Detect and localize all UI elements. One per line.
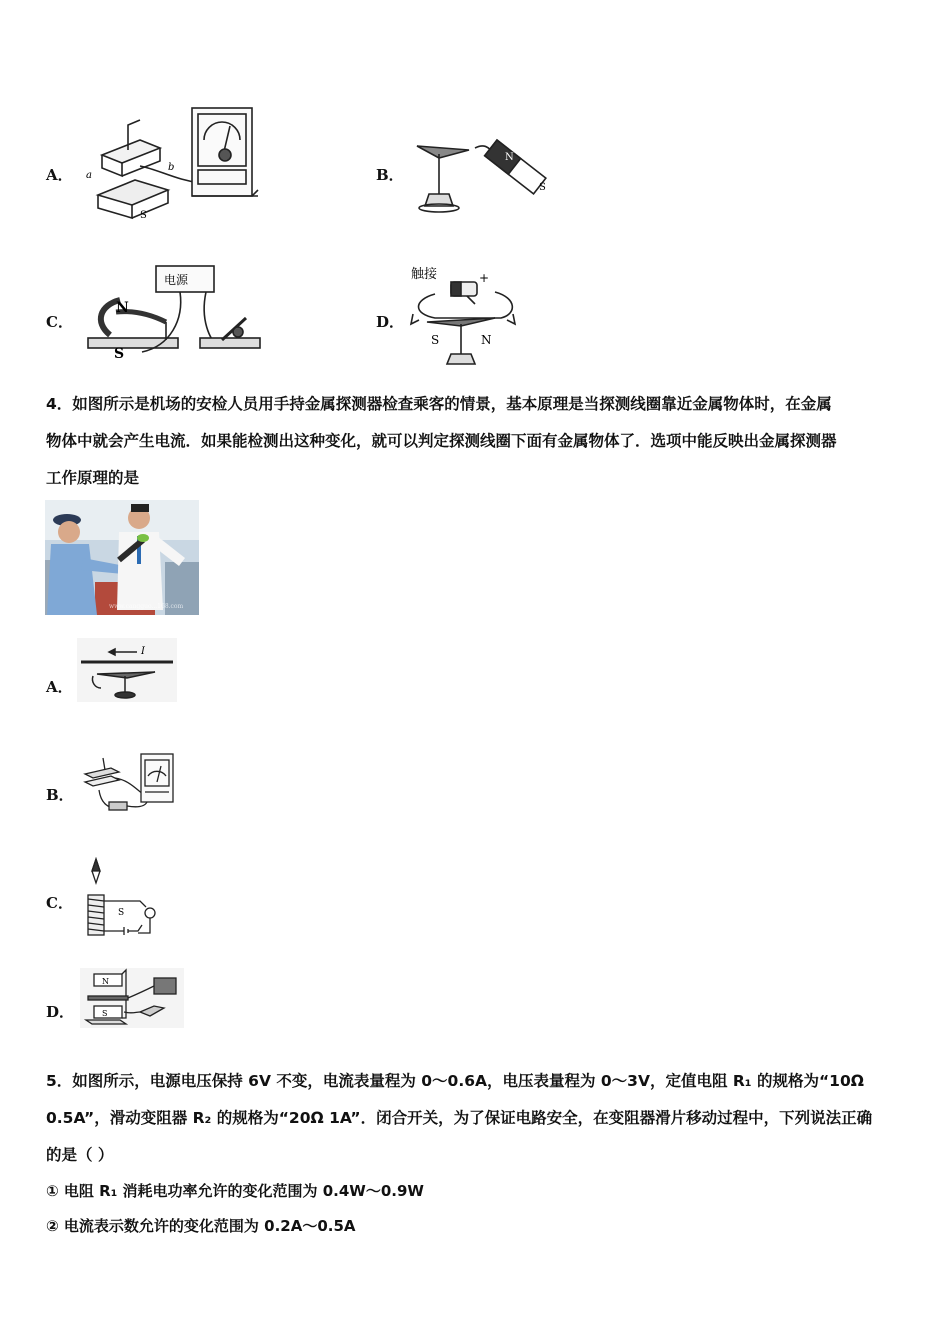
- q3-option-b-figure: [405, 128, 565, 218]
- q4-a-current-label: I: [141, 646, 145, 657]
- q3-option-d-label: D．: [376, 313, 405, 331]
- q3-b-s-label: S: [539, 182, 546, 193]
- q4-option-a-figure: [77, 638, 177, 702]
- q3-a-s-label: S: [140, 210, 147, 220]
- q5-statement-1: ① 电阻 R₁ 消耗电功率允许的变化范围为 0.4W～0.9W: [46, 1182, 424, 1200]
- q5-line-1: 5．如图所示，电源电压保持 6V 不变，电流表量程为 0～0.6A，电压表量程为 0～3V，定值电阻 R₁ 的规格为“10Ω: [46, 1072, 864, 1090]
- q4-d-s-label: S: [102, 1009, 108, 1018]
- svg-text:+: +: [479, 271, 490, 285]
- q3-option-c-label: C．: [46, 313, 73, 331]
- q4-option-b-label: B．: [46, 786, 74, 804]
- q4-option-b-figure: [79, 750, 175, 814]
- q4-stem: [46, 386, 906, 497]
- svg-text:www.cangguo...168.com: www.cangguo...168.com: [109, 603, 184, 610]
- q4-c-s-label: S: [118, 908, 125, 918]
- q5-stem: [46, 1063, 906, 1174]
- q3-d-s-label: S: [431, 333, 440, 347]
- q4-line-1: 4．如图所示是机场的安检人员用手持金属探测器检查乘客的情景，基本原理是当探测线圈靠近金属物体时，在金属: [46, 395, 832, 413]
- q4-d-n-label: N: [102, 977, 109, 986]
- q3-d-n-label: N: [481, 333, 492, 347]
- q3-option-d-figure: [405, 262, 525, 372]
- q4-line-2: 物体中就会产生电流．如果能检测出这种变化，就可以判定探测线圈下面有金属物体了．选项中能反映出金属探测器: [46, 432, 837, 450]
- q5-line-3: 的是（ ）: [46, 1146, 114, 1164]
- q3-a-a-label: a: [86, 170, 92, 181]
- q3-a-b-label: b: [168, 162, 175, 173]
- q3-option-b-label: B．: [376, 166, 404, 184]
- q3-option-a-label: A．: [46, 166, 73, 184]
- q3-option-a-figure: [80, 100, 265, 220]
- q4-option-a-label: A．: [46, 678, 73, 696]
- q3-c-power-label: 电源: [164, 273, 189, 287]
- q5-statement-2: ② 电流表示数允许的变化范围为 0.2A～0.5A: [46, 1217, 356, 1235]
- q4-option-c-figure: [80, 855, 160, 940]
- q4-option-d-label: D．: [46, 1003, 75, 1021]
- q3-c-s-label: S: [114, 346, 125, 362]
- q3-b-n-label: N: [505, 152, 514, 163]
- q3-d-touch-label: 触接: [411, 267, 438, 282]
- q3-option-c-figure: [80, 260, 270, 365]
- q5-line-2: 0.5A”，滑动变阻器 R₂ 的规格为“20Ω 1A”．闭合开关，为了保证电路安全，在变阻器滑片移动过程中，下列说法正确: [46, 1109, 873, 1127]
- q4-option-c-label: C．: [46, 894, 73, 912]
- q4-line-3: 工作原理的是: [46, 469, 140, 487]
- q4-option-d-figure: [80, 968, 184, 1028]
- q3-c-n-label: N: [116, 300, 129, 316]
- q4-security-photo: [45, 500, 199, 615]
